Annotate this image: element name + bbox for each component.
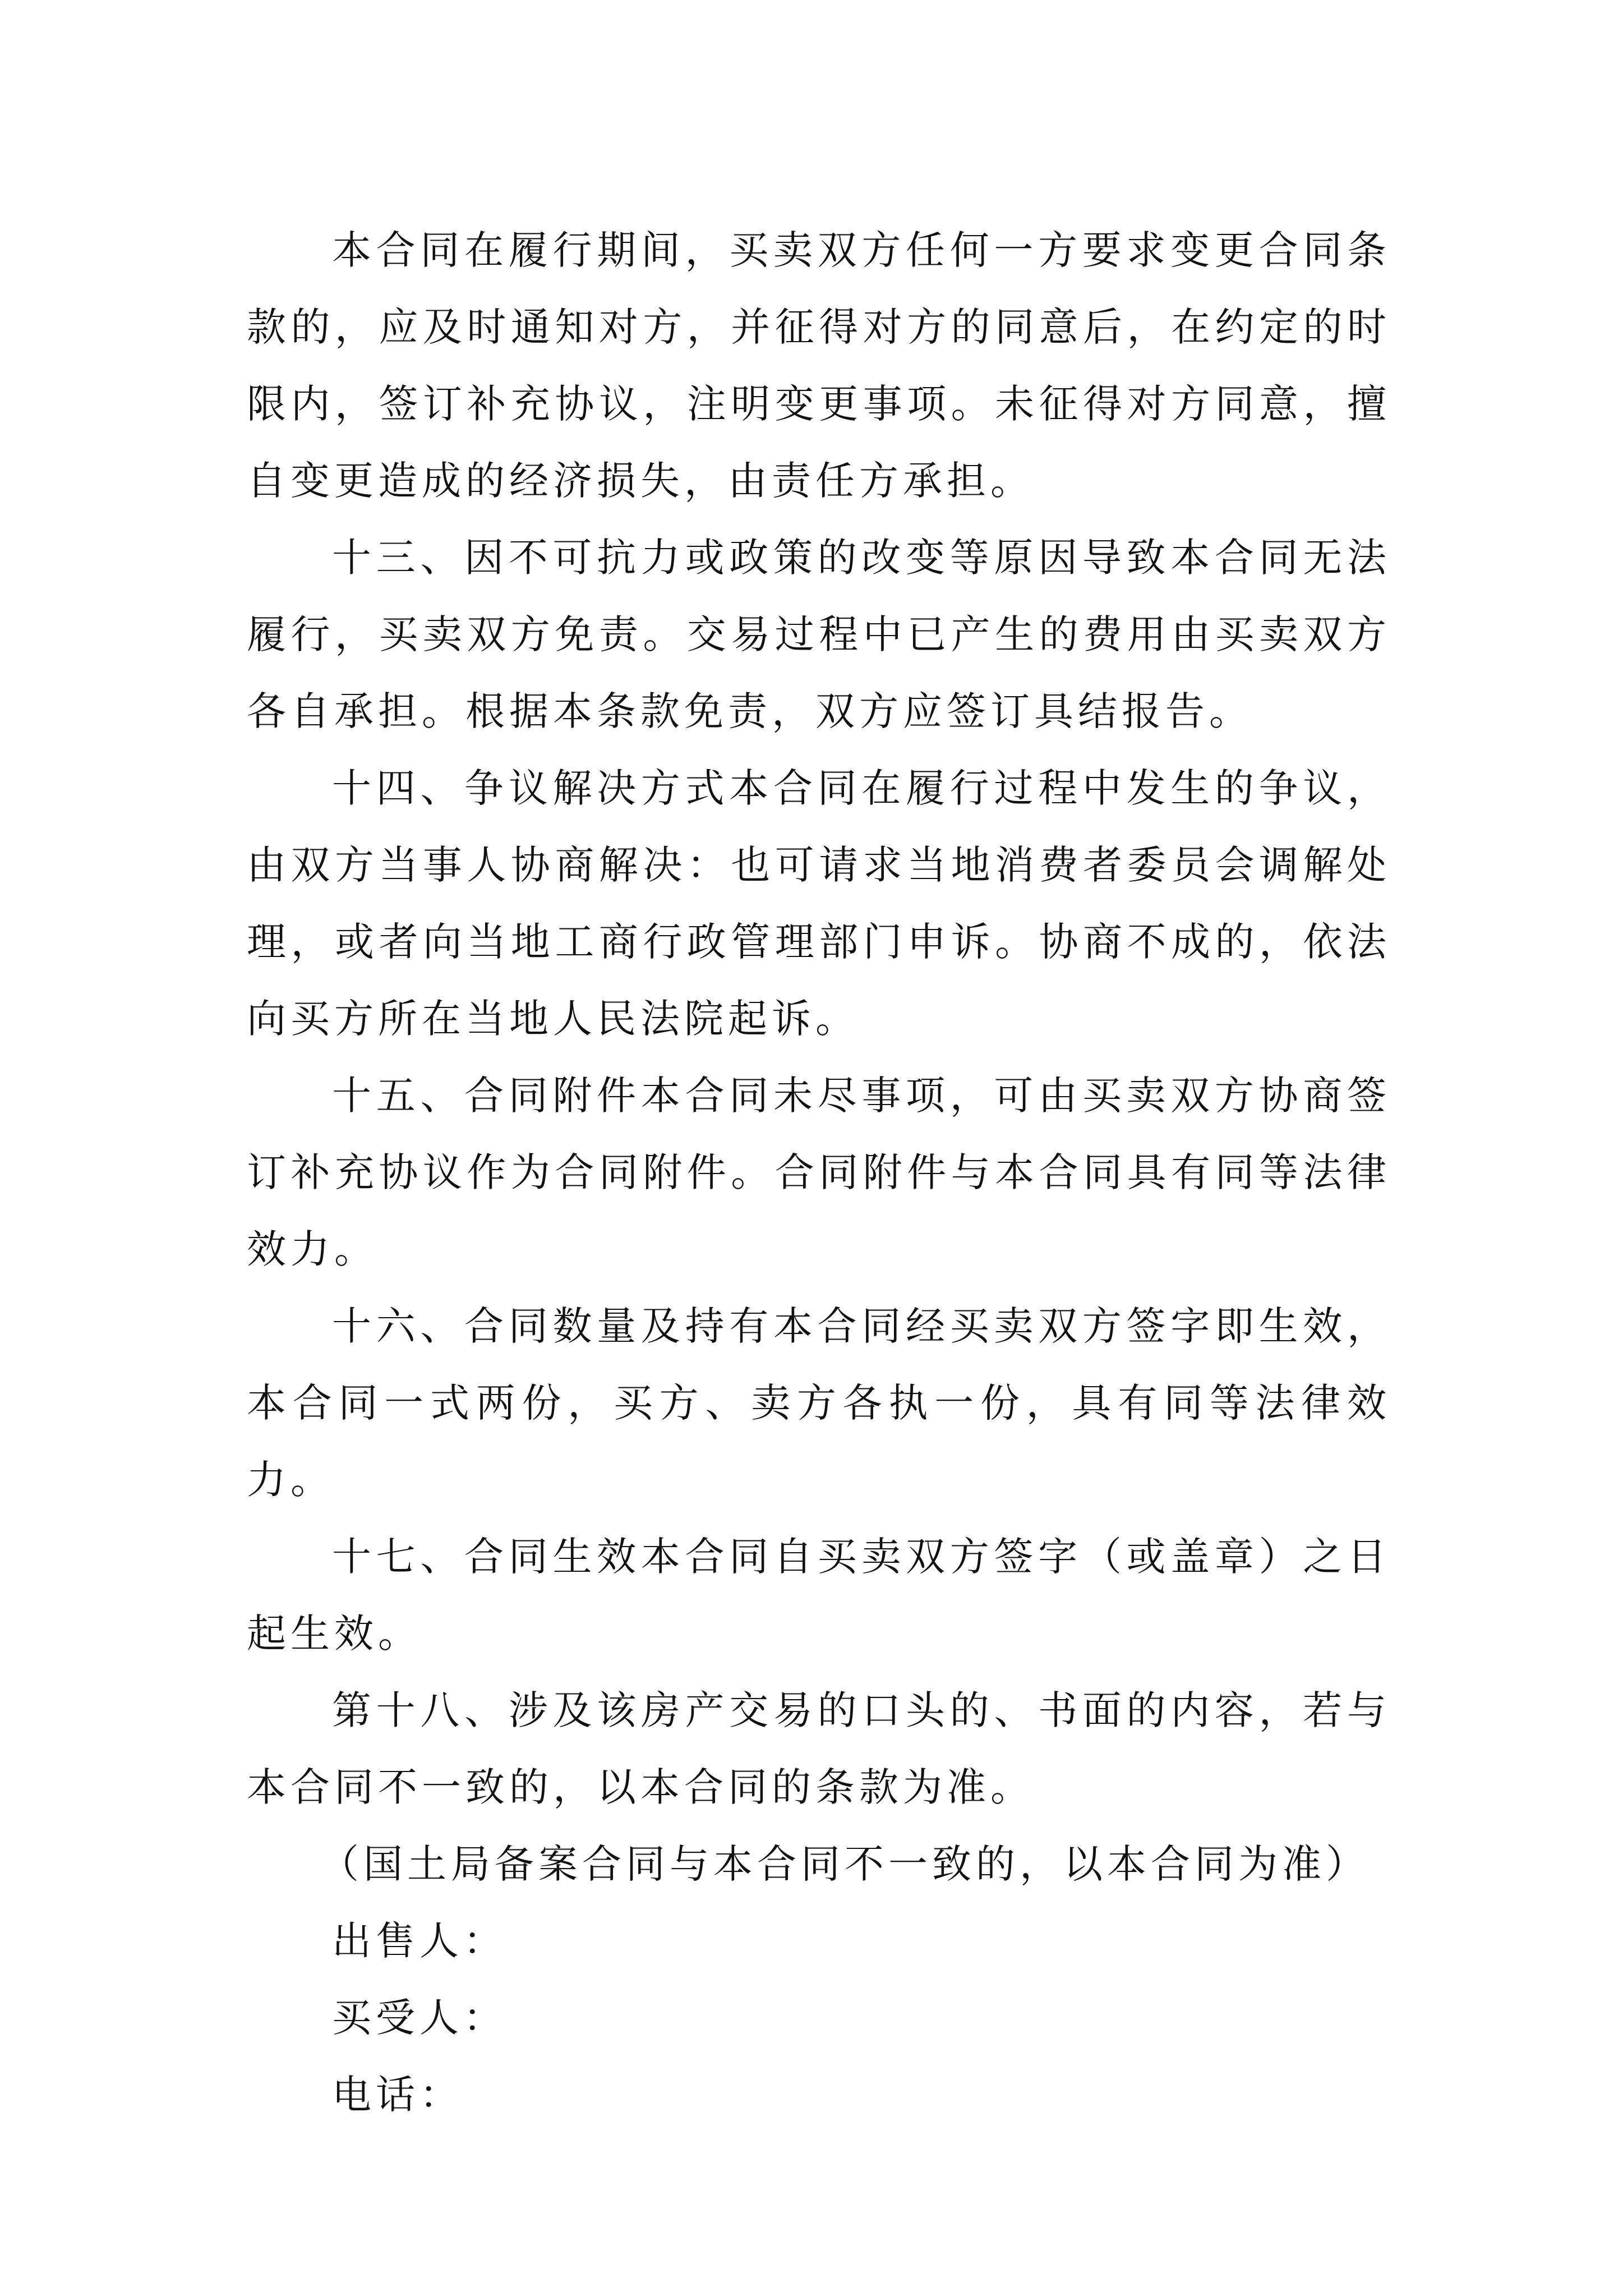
seller-signature-label: 出售人：	[332, 1918, 507, 1964]
paragraph-clause-17-effectiveness: 十七、合同生效本合同自买卖双方签字（或盖章）之日起生效。	[247, 1534, 1391, 1657]
paragraph-clause-13-force-majeure: 十三、因不可抗力或政策的改变等原因导致本合同无法履行，买卖双方免责。交易过程中已产生的费用由买卖双方各自承担。根据本条款免责，双方应签订具结报告。	[247, 535, 1391, 734]
paragraph-clause-16-copies: 十六、合同数量及持有本合同经买卖双方签字即生效，本合同一式两份，买方、卖方各执一份，具有同等法律效力。	[247, 1303, 1391, 1503]
paragraph-clause-14-dispute-resolution: 十四、争议解决方式本合同在履行过程中发生的争议，由双方当事人协商解决：也可请求当地消费者委员会调解处理，或者向当地工商行政管理部门申诉。协商不成的，依法向买方所在当地人民法院起诉。	[247, 765, 1391, 1042]
paragraph-clause-18-precedence: 第十八、涉及该房产交易的口头的、书面的内容，若与本合同不一致的，以本合同的条款为准。	[247, 1687, 1391, 1810]
buyer-signature-label: 买受人：	[332, 1995, 507, 2041]
paragraph-contract-change: 本合同在履行期间，买卖双方任何一方要求变更合同条款的，应及时通知对方，并征得对方的同意后，在约定的时限内，签订补充协议，注明变更事项。未征得对方同意，擅自变更造成的经济损失，由责任方承担。	[247, 227, 1391, 504]
document-body	[247, 212, 1391, 2133]
registry-note: （国土局备案合同与本合同不一致的，以本合同为准）	[320, 1841, 1370, 1887]
paragraph-clause-15-attachments: 十五、合同附件本合同未尽事项，可由买卖双方协商签订补充协议作为合同附件。合同附件与本合同具有同等法律效力。	[247, 1073, 1391, 1272]
phone-label: 电话：	[332, 2072, 463, 2118]
